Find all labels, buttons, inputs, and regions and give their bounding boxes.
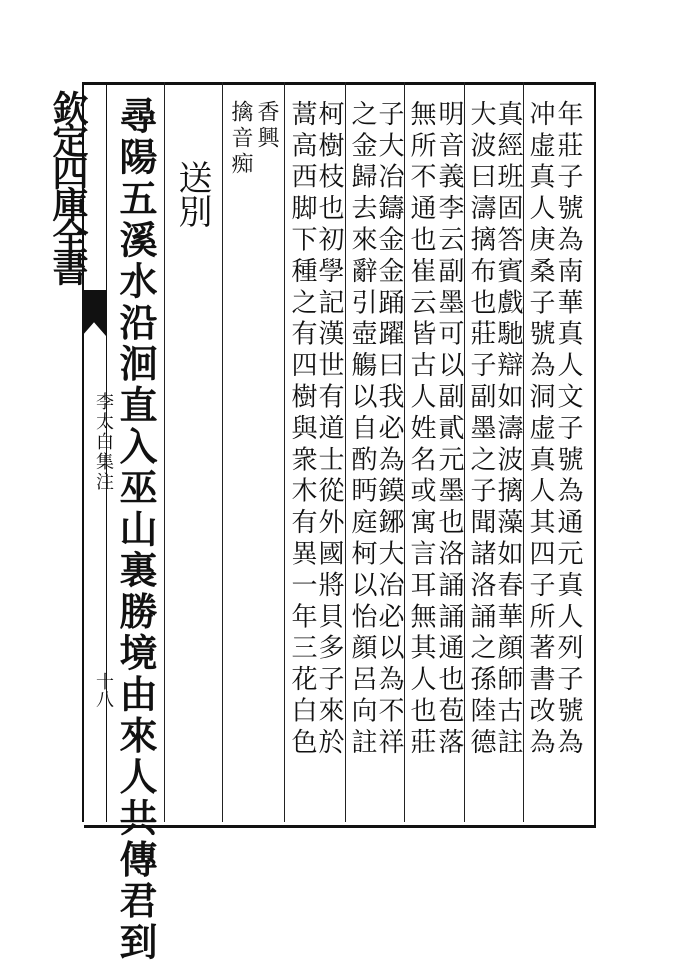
annotation-b-right: 柯樹枝也初學記漢世有道士從外國將貝多子來於 (314, 100, 344, 760)
annotation-d-left: 無所不通也崔云皆古人姓名或寓言耳無其人也莊 (406, 100, 436, 760)
annotation-c-left: 之金歸去來辭引壺觴以自酌眄庭柯以怡顔呂向註 (347, 100, 377, 760)
column-rule (164, 82, 165, 822)
annotation-b-left: 蒿高西脚下種之有四樹與衆木有異一年三花白色 (287, 100, 317, 760)
column-rule (464, 82, 465, 822)
library-title: 欽定四庫全書 (47, 90, 89, 282)
annotation-f-left: 冲虚真人庚桑子號為洞虚真人其四子所著書改為 (525, 100, 555, 760)
annotation-a-left: 擒音痴 (228, 100, 253, 178)
annotation-c-right: 子大冶鑄金金踊躍曰我必為鏌鋣大冶必以為不祥 (374, 100, 404, 760)
page-number: 十八 (93, 672, 114, 708)
annotation-e-left: 大波曰濤摛布也莊子副墨之子聞諸洛誦之孫陸德 (466, 100, 496, 760)
column-rule (284, 82, 285, 822)
annotation-e-right: 真經班固答賓戲馳辯如濤波摛藻如春華顔師古註 (493, 100, 523, 760)
poem-line: 尋陽五溪水沿洄直入巫山裏勝境由來人共傳君到 (113, 96, 158, 963)
column-rule (523, 82, 524, 822)
column-rule (404, 82, 405, 822)
annotation-d-right: 明音義李云副墨可以副貳元墨也洛誦誦通也苞落 (434, 100, 464, 760)
column-rule (345, 82, 346, 822)
annotation-a-right: 香興 (254, 100, 279, 152)
section-heading: 送別 (172, 160, 212, 228)
annotation-f-right: 年莊子號為南華真人文子號為通元真人列子號為 (553, 100, 583, 760)
column-rule (222, 82, 223, 822)
book-title: 李太白集注 (93, 392, 114, 492)
